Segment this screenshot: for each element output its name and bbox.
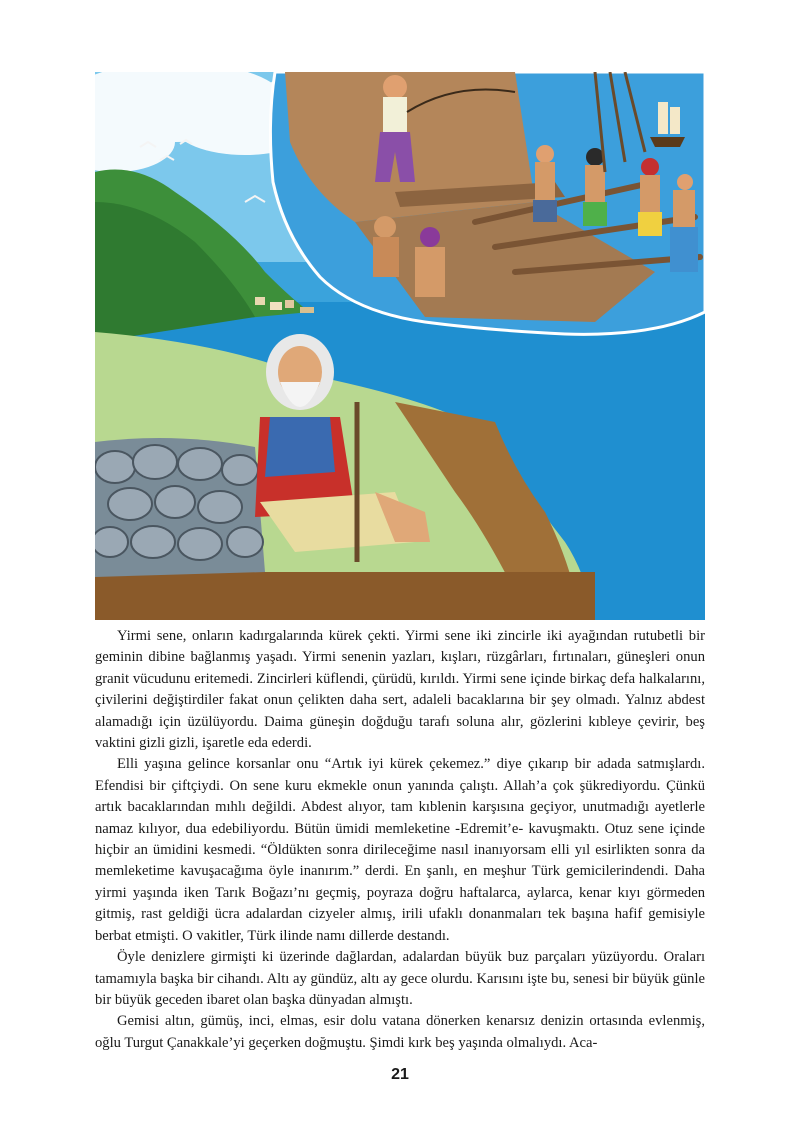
page-number: 21 [391, 1066, 409, 1083]
paragraph-4: Gemisi altın, gümüş, inci, elmas, esir dolu vatana dönerken kenarsız denizin ortasında evlenmiş, oğlu Turgut Çanakkale’yi geçerken doğmuştu. Şimdi kırk beş yaşında olmalıydı. Aca- [95, 1013, 705, 1051]
paragraph-1: Yirmi sene, onların kadırgalarında kürek çekti. Yirmi sene iki zincirle iki ayağından rutubetli bir geminin dibine bağlanmış yaşadı. Yirmi senenin yazları, kışları, rüzgârları, fırtınaları, güneşleri onun granit vücudunu eritemedi. Zincirleri küflendi, çürüdü, kırıldı. Yirmi sene içinde birkaç defa halkalarını, çivilerini değiştirdiler fakat onun çelikten daha sert, adaleli bacaklarına bir şey olmadı. Yalnız abdest alamadığı için üzülüyordu. Daima güneşin doğduğu tarafı soluna alır, gözlerini kıbleye çevirir, beş vaktini gizli gizli, işaretle eda ederdi. [95, 628, 705, 752]
paragraph-3: Öyle denizlere girmişti ki üzerinde dağlardan, adalardan büyük buz parçaları yüzüyordu. Oraları tamamıyla başka bir cihandı. Altı ay gündüz, altı ay gece olurdu. Karısını işte bu, senesi bir büyük günle bir büyük geceden ibaret olan başka dünyadan almıştı. [95, 949, 705, 1008]
story-text [95, 626, 705, 1054]
story-illustration [95, 72, 705, 620]
illustration-drawing [95, 72, 705, 620]
stone-wall [95, 438, 265, 577]
paragraph-2: Elli yaşına gelince korsanlar onu “Artık iyi kürek çekemez.” diye çıkarıp bir adada satmışlardı. Efendisi bir çiftçiydi. On sene kuru ekmekle onun yanında çalıştı. Allah’a çok şükrediyordu. Çünkü artık bacaklarından mıhlı değildi. Abdest alıyor, tam kıblenin karşısına geçiyor, unutmadığı ayetlerle namaz kılıyor, dua edebiliyordu. Bütün ümidi memleketine -Edremit’e- kavuşmaktı. Otuz sene içinde hiçbir an ümidini kesmedi. “Öldükten sonra dirileceğime nasıl inanıyorsam elli yıl esirlikten sonra da memleketime kavuşacağıma öyle inanırım.” derdi. En şanlı, en meşhur Türk gemicilerindendi. Daha yirmi yaşında iken Tarık Boğazı’nı geçmiş, poyraza doğru haftalarca, aylarca, kenar kıyı görmeden gitmiş, rast geldiği ücra adalardan cizyeler almış, irili ufaklı donanmaları tek başına hafif gemisiyle berbat etmişti. O vakitler, Türk ilinde namı dillerde destandı. [95, 756, 705, 944]
